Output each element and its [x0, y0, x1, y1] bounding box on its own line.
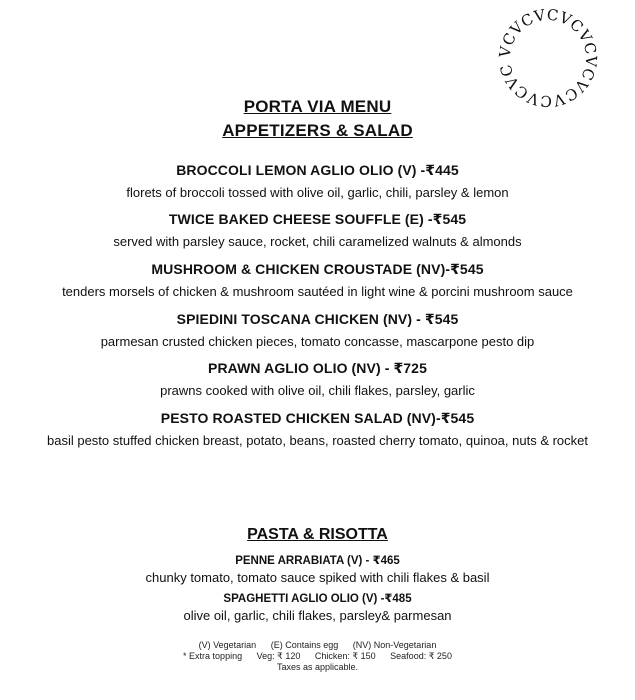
- legend-egg: (E) Contains egg: [270, 640, 339, 650]
- legend-toppings: [0, 651, 635, 662]
- menu-item-description: served with parsley sauce, rocket, chili caramelized walnuts & almonds: [113, 234, 522, 249]
- topping-veg-price: Veg: ₹ 120: [256, 651, 301, 661]
- menu-item-description: parmesan crusted chicken pieces, tomato concasse, mascarpone pesto dip: [100, 334, 535, 349]
- menu-item: [10, 211, 625, 250]
- taxes-note: Taxes as applicable.: [276, 662, 359, 672]
- menu-item-description: prawns cooked with olive oil, chili flakes, parsley, garlic: [160, 383, 475, 398]
- menu-item: [10, 553, 625, 585]
- menu-item-name: PENNE ARRABIATA (V) - ₹465: [235, 555, 400, 567]
- menu-item: [10, 311, 625, 350]
- menu-item-description: tenders morsels of chicken & mushroom sautéed in light wine & porcini mushroom sauce: [62, 284, 573, 299]
- topping-label: * Extra topping: [183, 651, 243, 661]
- legend: [0, 640, 635, 673]
- section-title-pasta: PASTA & RISOTTA: [247, 526, 388, 543]
- menu-item: [10, 410, 625, 449]
- menu-item-name: PESTO ROASTED CHICKEN SALAD (NV)-₹545: [160, 410, 475, 426]
- menu-item-name: SPAGHETTI AGLIO OLIO (V) -₹485: [223, 593, 412, 605]
- legend-nonveg: (NV) Non-Vegetarian: [352, 640, 437, 650]
- topping-chicken-price: Chicken: ₹ 150: [314, 651, 376, 661]
- legend-diet-key: [0, 640, 635, 651]
- menu-item-name: PRAWN AGLIO OLIO (NV) - ₹725: [208, 360, 427, 376]
- section-title-appetizers: APPETIZERS & SALAD: [222, 121, 413, 140]
- menu-item-name: BROCCOLI LEMON AGLIO OLIO (V) -₹445: [176, 162, 459, 178]
- menu-item: [10, 261, 625, 300]
- menu-item: [10, 591, 625, 623]
- legend-veg: (V) Vegetarian: [198, 640, 257, 650]
- menu-item-description: chunky tomato, tomato sauce spiked with chili flakes & basil: [145, 570, 490, 585]
- menu-item-description: basil pesto stuffed chicken breast, potato, beans, roasted cherry tomato, quinoa, nuts & rocket: [46, 433, 589, 448]
- topping-seafood-price: Seafood: ₹ 250: [390, 651, 452, 661]
- menu-item: [10, 162, 625, 201]
- menu-title: PORTA VIA MENU: [243, 97, 392, 116]
- logo-text: VCVCVCVCVCVCVCVCVCVC: [495, 5, 601, 111]
- svg-text:VCVCVCVCVCVCVCVCVCVC: [496, 6, 601, 111]
- menu-item-name: SPIEDINI TOSCANA CHICKEN (NV) - ₹545: [176, 311, 459, 327]
- menu-item-description: olive oil, garlic, chili flakes, parsley& parmesan: [183, 608, 452, 623]
- menu-item-description: florets of broccoli tossed with olive oil, garlic, chili, parsley & lemon: [126, 185, 509, 200]
- menu-item: [10, 360, 625, 399]
- menu-item-name: MUSHROOM & CHICKEN CROUSTADE (NV)-₹545: [151, 261, 484, 277]
- menu-item-name: TWICE BAKED CHEESE SOUFFLE (E) -₹545: [168, 211, 467, 227]
